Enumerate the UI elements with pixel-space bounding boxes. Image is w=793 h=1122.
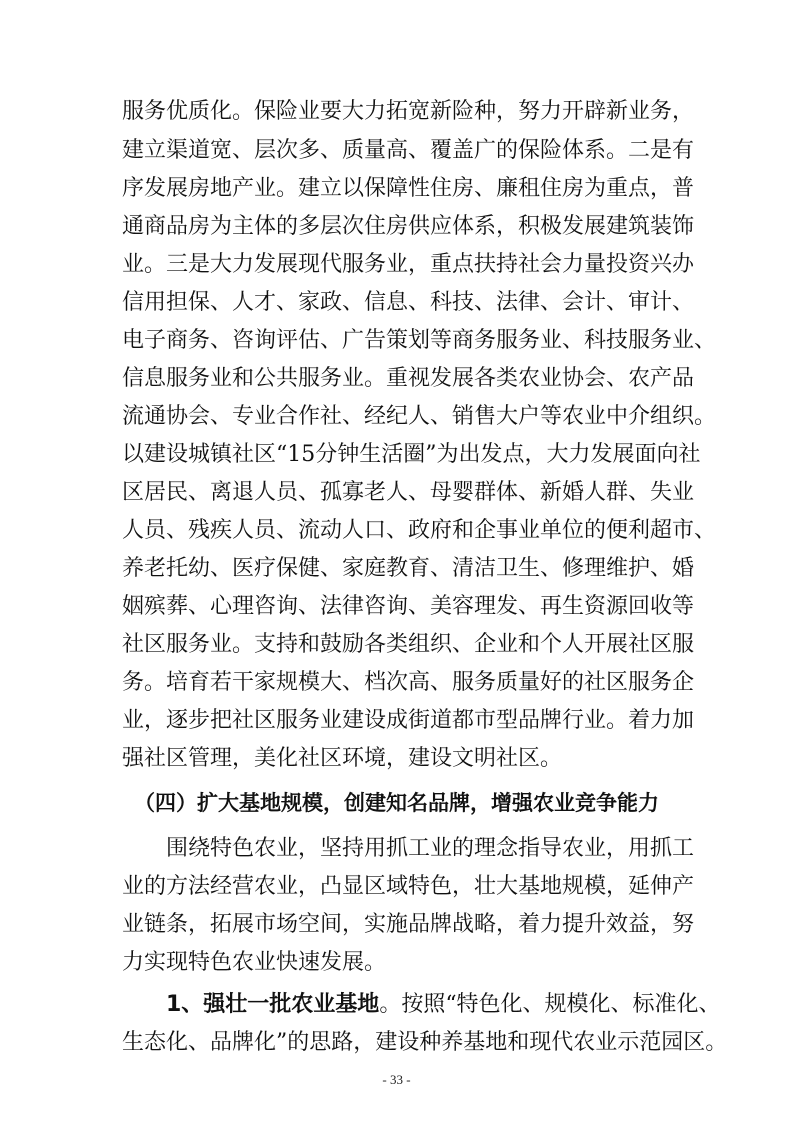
section-paragraph-line: 业链条，拓展市场空间，实施品牌战略，着力提升效益，努 [122,912,695,937]
body-line: 业，逐步把社区服务业建设成街道都市型品牌行业。着力加 [122,708,695,733]
item-1-line [166,988,721,1022]
item-1-text: 。按照“特色化、规模化、标准化、 [379,992,721,1017]
item-1-line-2: 生态化、品牌化”的思路，建设种养基地和现代农业示范园区。 [122,1030,728,1055]
body-line: 务。培育若干家规模大、档次高、服务质量好的社区服务企 [122,670,695,695]
body-line: 姻殡葬、心理咨询、法律咨询、美容理发、再生资源回收等 [122,594,695,619]
body-line: 区居民、离退人员、孤寡老人、母婴群体、新婚人群、失业 [122,480,695,505]
body-line: 流通协会、专业合作社、经纪人、销售大户等农业中介组织。 [122,404,717,429]
page-number: - 33 - [382,1072,411,1087]
body-line: 养老托幼、医疗保健、家庭教育、清洁卫生、修理维护、婚 [122,556,695,581]
section-paragraph-line: 业的方法经营农业，凸显区域特色，壮大基地规模，延伸产 [122,874,695,899]
section-paragraph-line: 力实现特色农业快速发展。 [122,950,387,975]
section-heading: （四）扩大基地规模，创建知名品牌，增强农业竞争能力 [134,791,659,815]
body-line: 服务优质化。保险业要大力拓宽新险种，努力开辟新业务， [122,99,695,124]
body-line: 通商品房为主体的多层次住房供应体系，积极发展建筑装饰 [122,214,695,239]
item-1-label: 1、强壮一批农业基地 [166,992,380,1017]
body-line: 信用担保、人才、家政、信息、科技、法律、会计、审计、 [122,290,695,315]
body-line: 人员、残疾人员、流动人口、政府和企事业单位的便利超市、 [122,518,717,543]
body-line: 社区服务业。支持和鼓励各类组织、企业和个人开展社区服 [122,632,695,657]
body-line: 业。三是大力发展现代服务业，重点扶持社会力量投资兴办 [122,252,695,277]
section-paragraph-line: 围绕特色农业，坚持用抓工业的理念指导农业，用抓工 [166,836,695,861]
body-line: 以建设城镇社区“15分钟生活圈”为出发点，大力发展面向社 [122,442,701,467]
body-line: 建立渠道宽、层次多、质量高、覆盖广的保险体系。二是有 [122,138,695,163]
body-line: 信息服务业和公共服务业。重视发展各类农业协会、农产品 [122,366,695,391]
body-line: 序发展房地产业。建立以保障性住房、廉租住房为重点，普 [122,176,695,201]
body-line: 强社区管理，美化社区环境，建设文明社区。 [122,746,563,771]
body-line: 电子商务、咨询评估、广告策划等商务服务业、科技服务业、 [122,328,717,353]
